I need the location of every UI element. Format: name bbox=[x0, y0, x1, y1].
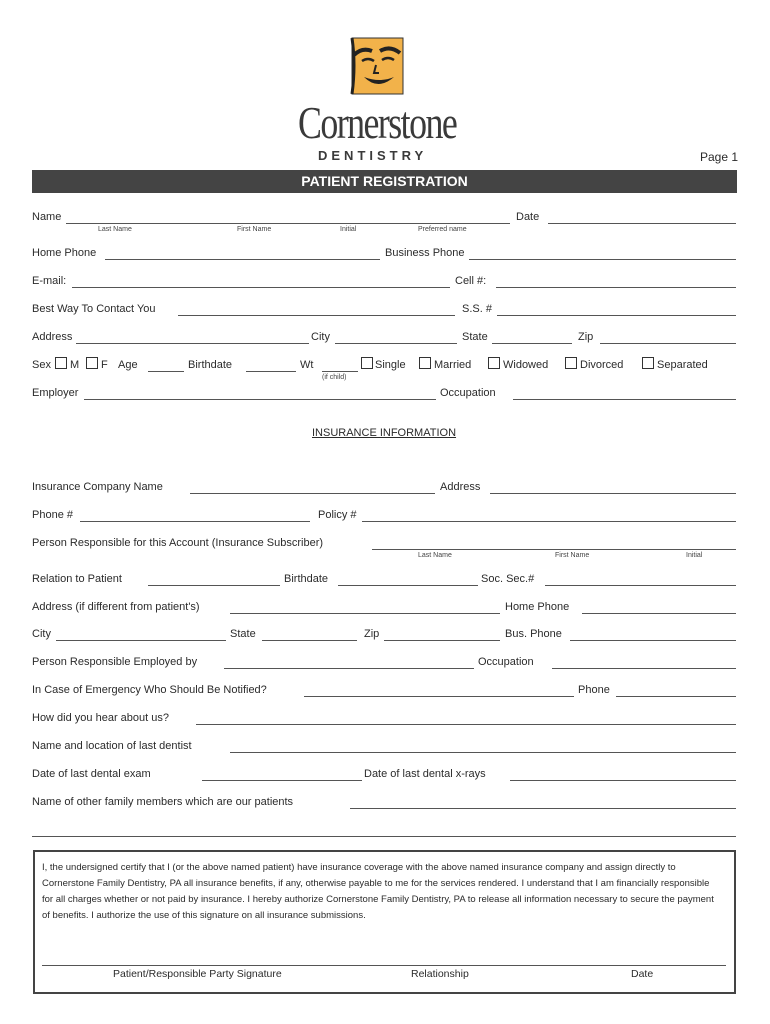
relationship-label: Relationship bbox=[411, 968, 469, 980]
weight-sublabel: (if child) bbox=[322, 374, 347, 381]
last-dentist-label: Name and location of last dentist bbox=[32, 740, 192, 752]
ins-zip-label: Zip bbox=[364, 628, 380, 640]
page-number: Page 1 bbox=[700, 150, 739, 164]
address-field[interactable] bbox=[76, 343, 309, 344]
zip-field[interactable] bbox=[600, 343, 736, 344]
brand-name: Cornerstone bbox=[298, 97, 457, 148]
emergency-label: In Case of Emergency Who Should Be Notified? bbox=[32, 684, 267, 696]
home-phone-field[interactable] bbox=[105, 259, 380, 260]
address-label: Address bbox=[32, 331, 73, 343]
best-way-label: Best Way To Contact You bbox=[32, 303, 156, 315]
married-label: Married bbox=[434, 359, 472, 371]
soc-sec-field[interactable] bbox=[545, 585, 736, 586]
name-sublabel-initial: Initial bbox=[340, 226, 357, 233]
ins-occupation-label: Occupation bbox=[478, 656, 534, 668]
ss-label: S.S. # bbox=[462, 303, 492, 315]
ins-state-label: State bbox=[230, 628, 256, 640]
bus-phone-field[interactable] bbox=[570, 640, 736, 641]
ins-occupation-field[interactable] bbox=[552, 668, 736, 669]
occupation-field[interactable] bbox=[513, 399, 736, 400]
address-diff-field[interactable] bbox=[230, 613, 500, 614]
brand-subtitle: DENTISTRY bbox=[318, 148, 428, 163]
sex-m-label: M bbox=[70, 359, 80, 371]
name-sublabel-first: First Name bbox=[237, 226, 272, 233]
weight-label: Wt bbox=[300, 359, 314, 371]
date-label: Date bbox=[516, 211, 540, 223]
single-checkbox[interactable] bbox=[361, 357, 373, 369]
city-label: City bbox=[311, 331, 330, 343]
resp-sublabel-first: First Name bbox=[555, 552, 590, 559]
state-label: State bbox=[462, 331, 488, 343]
resp-sublabel-last: Last Name bbox=[418, 552, 452, 559]
date-field[interactable] bbox=[548, 223, 736, 224]
signature-line[interactable] bbox=[42, 965, 726, 966]
separated-checkbox[interactable] bbox=[642, 357, 654, 369]
responsible-field[interactable] bbox=[372, 549, 736, 550]
relation-field[interactable] bbox=[148, 585, 280, 586]
employer-field[interactable] bbox=[84, 399, 436, 400]
hear-about-label: How did you hear about us? bbox=[32, 712, 169, 724]
policy-field[interactable] bbox=[362, 521, 736, 522]
last-xrays-field[interactable] bbox=[510, 780, 736, 781]
ins-city-field[interactable] bbox=[56, 640, 226, 641]
age-label: Age bbox=[118, 359, 138, 371]
signature-date-label: Date bbox=[631, 968, 654, 980]
ins-zip-field[interactable] bbox=[384, 640, 500, 641]
name-sublabel-last: Last Name bbox=[98, 226, 132, 233]
ins-company-label: Insurance Company Name bbox=[32, 481, 163, 493]
state-field[interactable] bbox=[492, 343, 572, 344]
last-exam-label: Date of last dental exam bbox=[32, 768, 151, 780]
birthdate-label: Birthdate bbox=[188, 359, 233, 371]
sex-f-checkbox[interactable] bbox=[86, 357, 98, 369]
resp-employed-field[interactable] bbox=[224, 668, 474, 669]
ins-phone-label: Phone # bbox=[32, 509, 73, 521]
ins-address-field[interactable] bbox=[490, 493, 736, 494]
ins-home-phone-field[interactable] bbox=[582, 613, 736, 614]
home-phone-label: Home Phone bbox=[32, 247, 97, 259]
resp-employed-label: Person Responsible Employed by bbox=[32, 656, 198, 668]
cell-field[interactable] bbox=[496, 287, 736, 288]
ins-phone-field[interactable] bbox=[80, 521, 310, 522]
city-field[interactable] bbox=[335, 343, 457, 344]
employer-label: Employer bbox=[32, 387, 79, 399]
zip-label: Zip bbox=[578, 331, 594, 343]
divorced-label: Divorced bbox=[580, 359, 624, 371]
sex-f-label: F bbox=[101, 359, 108, 371]
emergency-phone-label: Phone bbox=[578, 684, 610, 696]
divorced-checkbox[interactable] bbox=[565, 357, 577, 369]
widowed-checkbox[interactable] bbox=[488, 357, 500, 369]
resp-sublabel-initial: Initial bbox=[686, 552, 703, 559]
emergency-field[interactable] bbox=[304, 696, 574, 697]
consent-text: I, the undersigned certify that I (or the above named patient) have insurance coverage with the above named insurance company and assign directly to Cornerstone Family Dentistry, PA all insurance benefits, if any, otherwise payable to me for the services rendered. I understand that I am financially responsible for all charges whether or not paid by insurance. I hereby authorize Cornerstone Family Dentistry, PA to release all information necessary to secure the payment of benefits. I authorize the use of this signature on all insurance submissions. bbox=[42, 862, 714, 921]
family-members-field[interactable] bbox=[350, 808, 736, 809]
last-exam-field[interactable] bbox=[202, 780, 362, 781]
business-phone-label: Business Phone bbox=[385, 247, 465, 259]
bus-phone-label: Bus. Phone bbox=[505, 628, 562, 640]
sex-label: Sex bbox=[32, 359, 51, 371]
age-field[interactable] bbox=[148, 371, 184, 372]
separated-label: Separated bbox=[657, 359, 708, 371]
logo-face-icon bbox=[350, 35, 405, 95]
relation-label: Relation to Patient bbox=[32, 573, 122, 585]
last-xrays-label: Date of last dental x-rays bbox=[364, 768, 486, 780]
policy-label: Policy # bbox=[318, 509, 357, 521]
single-label: Single bbox=[375, 359, 406, 371]
family-members-label: Name of other family members which are our patients bbox=[32, 796, 294, 808]
best-way-field[interactable] bbox=[178, 315, 455, 316]
email-field[interactable] bbox=[72, 287, 450, 288]
email-label: E-mail: bbox=[32, 275, 67, 287]
cell-label: Cell #: bbox=[455, 275, 487, 287]
hear-about-field[interactable] bbox=[196, 724, 736, 725]
weight-field[interactable] bbox=[322, 371, 358, 372]
ins-birthdate-field[interactable] bbox=[338, 585, 478, 586]
insurance-heading: INSURANCE INFORMATION bbox=[312, 427, 457, 439]
ins-state-field[interactable] bbox=[262, 640, 357, 641]
last-dentist-field[interactable] bbox=[230, 752, 736, 753]
birthdate-field[interactable] bbox=[246, 371, 296, 372]
emergency-phone-field[interactable] bbox=[616, 696, 736, 697]
ins-city-label: City bbox=[32, 628, 51, 640]
widowed-label: Widowed bbox=[503, 359, 549, 371]
occupation-label: Occupation bbox=[440, 387, 496, 399]
ins-home-phone-label: Home Phone bbox=[505, 601, 570, 613]
sex-m-checkbox[interactable] bbox=[55, 357, 67, 369]
ins-company-field[interactable] bbox=[190, 493, 435, 494]
ins-birthdate-label: Birthdate bbox=[284, 573, 329, 585]
business-phone-field[interactable] bbox=[469, 259, 736, 260]
soc-sec-label: Soc. Sec.# bbox=[481, 573, 535, 585]
responsible-label: Person Responsible for this Account (Insurance Subscriber) bbox=[32, 537, 324, 549]
name-field[interactable] bbox=[66, 223, 510, 224]
form-title: PATIENT REGISTRATION bbox=[32, 170, 737, 193]
ss-field[interactable] bbox=[497, 315, 736, 316]
address-diff-label: Address (if different from patient's) bbox=[32, 601, 200, 613]
married-checkbox[interactable] bbox=[419, 357, 431, 369]
signature-label: Patient/Responsible Party Signature bbox=[113, 968, 282, 980]
name-label: Name bbox=[32, 211, 62, 223]
family-members-field-2[interactable] bbox=[32, 836, 736, 837]
name-sublabel-preferred: Preferred name bbox=[418, 226, 467, 233]
ins-address-label: Address bbox=[440, 481, 481, 493]
